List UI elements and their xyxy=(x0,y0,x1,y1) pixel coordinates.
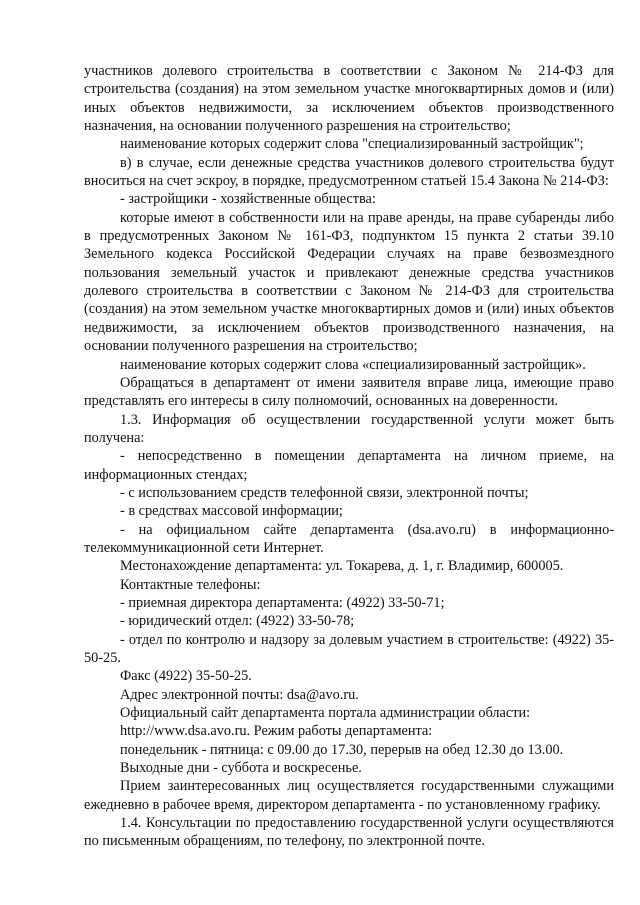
list-item-legal-phone: - юридический отдел: (4922) 33-50-78; xyxy=(120,613,355,630)
paragraph-section-1-4: 1.4. Консультации по предоставлению государственной услуги осуществляются по письменным обращениям, по телефону, по электронной почте. xyxy=(84,815,614,850)
list-item-control-dept-phone: - отдел по контролю и надзору за долевым участием в строительстве: (4922) 35-50-25. xyxy=(84,631,614,666)
list-item-in-person: - непосредственно в помещении департамента на личном приеме, на информационных стендах; xyxy=(84,448,614,483)
paragraph-specialized-developer-name-2: наименование которых содержит слова «специализированный застройщик». xyxy=(120,356,586,373)
paragraph-specialized-developer-name-1: наименование которых содержит слова "специализированный застройщик"; xyxy=(120,136,584,153)
paragraph-escrow-case: в) в случае, если денежные средства участников долевого строительства будут вноситься на счет эскроу, в порядке, предусмотренном статьей 15.4 Закона № 214-ФЗ: xyxy=(84,154,614,190)
paragraph-fax: Факс (4922) 35-50-25. xyxy=(120,668,252,685)
document-page xyxy=(84,62,614,851)
paragraph-email: Адрес электронной почты: dsa@avo.ru. xyxy=(120,686,359,703)
paragraph-land-ownership: которые имеют в собственности или на праве аренды, на праве субаренды либо в предусмотренных Законом № 161-ФЗ, подпунктом 15 пункта 2 статьи 39.10 Земельного кодекса Российской Федерации случаях на праве безвозмездного пользования земельный участок и привлекают денежные средства участников долевого строительства в соответствии с Законом № 214-ФЗ для строительства (создания) на этом земельном участке многоквартирных домов и (или) иных объектов недвижимости, за исключением объектов производственного назначения, на основании полученного разрешения на строительство; xyxy=(84,209,614,355)
paragraph-location: Местонахождение департамента: ул. Токарева, д. 1, г. Владимир, 600005. xyxy=(120,558,564,575)
paragraph-representatives: Обращаться в департамент от имени заявителя вправе лица, имеющие право представлять его интересы в силу полномочий, основанных на доверенности. xyxy=(84,374,614,410)
paragraph-reception-schedule: Прием заинтересованных лиц осуществляется государственными служащими ежедневно в рабочее время, директором департамента - по установленному графику. xyxy=(84,778,614,813)
paragraph-official-site-label: Официальный сайт департамента портала администрации области: xyxy=(120,705,531,722)
paragraph-contact-phones-heading: Контактные телефоны: xyxy=(120,576,261,593)
list-item-phone-email: - с использованием средств телефонной связи, электронной почты; xyxy=(120,484,529,501)
paragraph-section-1-3: 1.3. Информация об осуществлении государственной услуги может быть получена: xyxy=(84,411,614,446)
paragraph-weekday-hours: понедельник - пятница: с 09.00 до 17.30, перерыв на обед 12.30 до 13.00. xyxy=(120,741,564,758)
paragraph-site-url-hours: http://www.dsa.avo.ru. Режим работы департамента: xyxy=(120,723,433,740)
list-item-mass-media: - в средствах массовой информации; xyxy=(120,503,343,520)
list-item-reception-phone: - приемная директора департамента: (4922) 33-50-71; xyxy=(120,594,445,611)
paragraph-shareholders-continuation: участников долевого строительства в соответствии с Законом № 214-ФЗ для строительства (создания) на этом земельном участке многоквартирных домов и (или) иных объектов недвижимости, за исключением объектов производственного назначения, на основании полученного разрешения на строительство; xyxy=(84,63,614,135)
paragraph-developers-companies: - застройщики - хозяйственные общества: xyxy=(120,191,376,208)
list-item-official-site: - на официальном сайте департамента (dsa.avo.ru) в информационно-телекоммуникационной сети Интернет. xyxy=(84,521,614,556)
paragraph-days-off: Выходные дни - суббота и воскресенье. xyxy=(120,760,362,777)
